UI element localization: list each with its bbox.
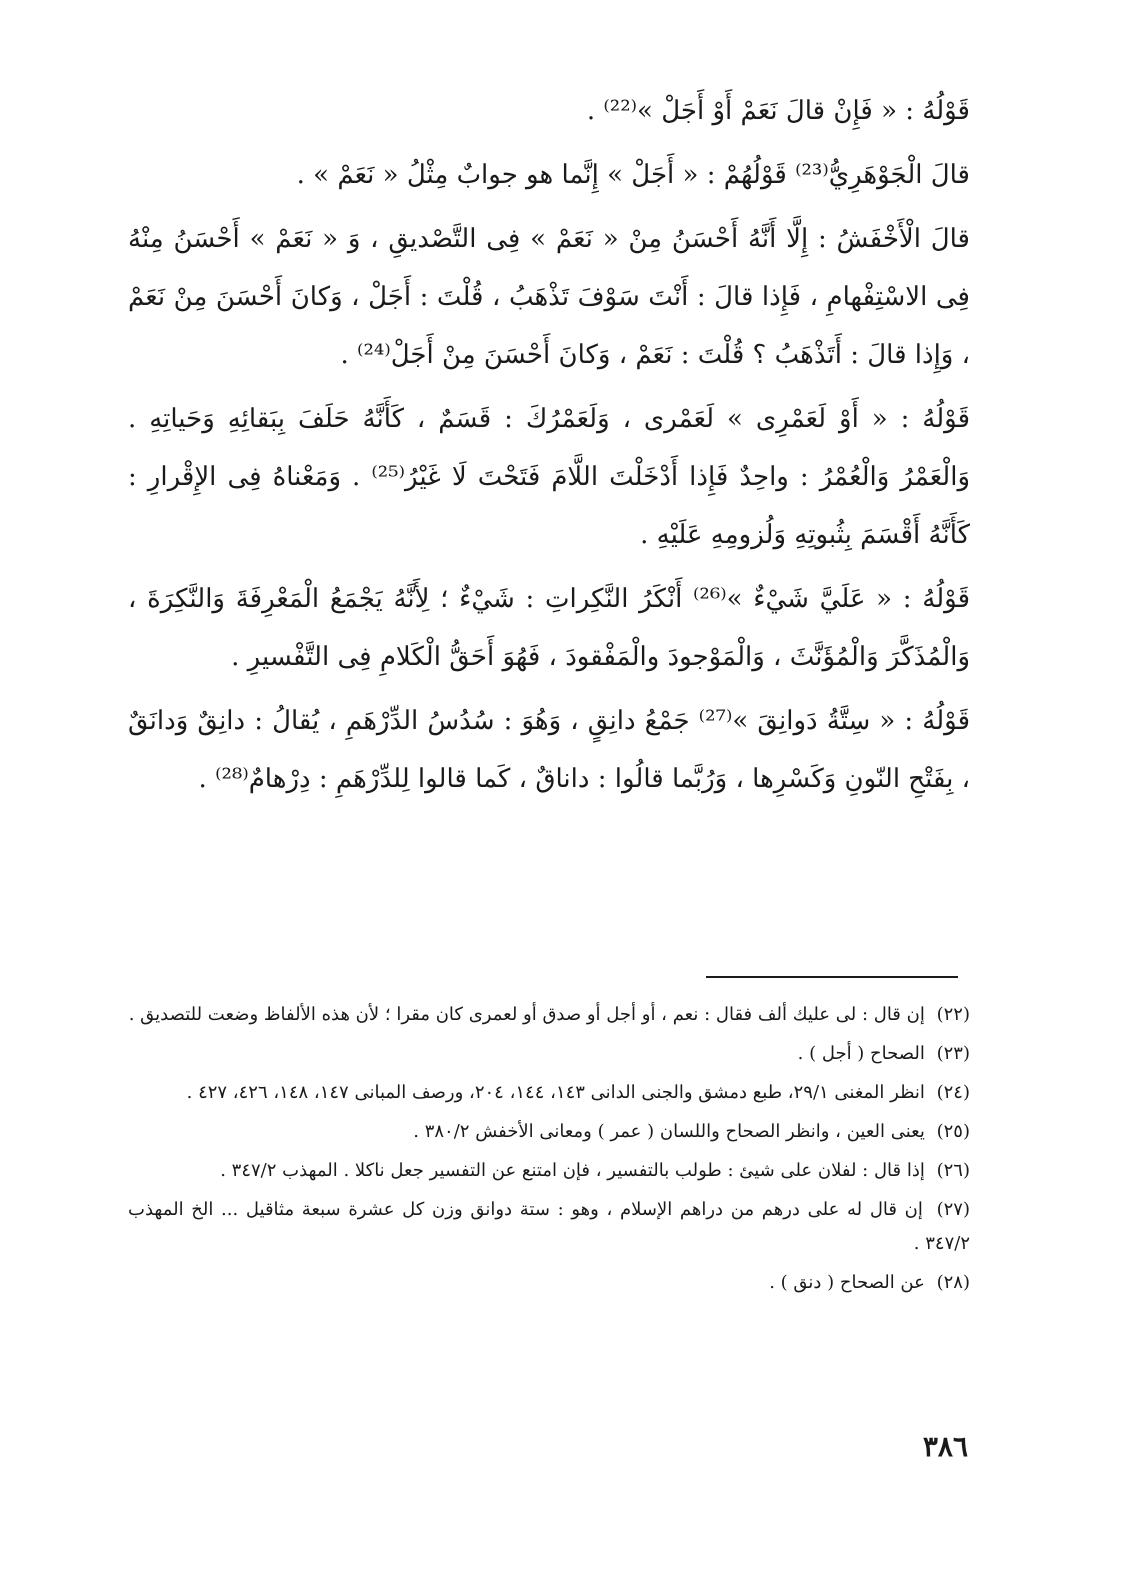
- page-number: ٣٨٦: [922, 1430, 968, 1463]
- main-paragraph: قَوْلُهُ : « فَإِنْ قالَ نَعَمْ أَوْ أَجَلْ »⁽²²⁾ .: [586, 96, 970, 126]
- footnote-number: (٢٥): [936, 1121, 970, 1142]
- main-paragraph: قَوْلُهُ : « عَلَيَّ شَيْءٌ »⁽²⁶⁾ أَنْكَرُ النَّكِراتِ : شَيْءٌ ؛ لِأَنَّهُ يَجْمَعُ الْمَعْرِفَةَ وَالنَّكِرَةَ ، وَالْمُذَكَّرَ وَالْمُؤَنَّثَ ، وَالْمَوْجودَ والْمَفْقودَ ، فَهُوَ أَحَقُّ الْكَلامِ فِى التَّفْسيرِ .: [128, 584, 970, 672]
- footnote-text: إن قال له على درهم من دراهم الإسلام ، وهو : ستة دوانق وزن كل عشرة سبعة مثاقيل ... الخ المهذب ٣٤٧/٢ .: [128, 1199, 970, 1254]
- footnote-item: [128, 1076, 970, 1110]
- footnote-text: إن قال : لى عليك ألف فقال : نعم ، أو أجل أو صدق أو لعمرى كان مقرا ؛ لأن هذه الألفاظ وضعت للتصديق .: [128, 1004, 925, 1025]
- main-text-body: [128, 82, 970, 814]
- footnote-number: (٢٤): [936, 1082, 970, 1103]
- footnote-number: (٢٧): [936, 1199, 970, 1220]
- footnote-item: [128, 1193, 970, 1261]
- footnote-item: [128, 1266, 970, 1300]
- footnote-number: (٢٢): [936, 1004, 970, 1025]
- footnote-text: إذا قال : لفلان على شيئ : طولب بالتفسير ، فإن امتنع عن التفسير جعل ناكلا . المهذب ٣٤٧/٢ .: [220, 1160, 925, 1181]
- footnote-number: (٢٦): [936, 1160, 970, 1181]
- footnote-separator-rule: [706, 976, 958, 978]
- main-paragraph: قالَ الْجَوْهَرِيُّ⁽²³⁾ قَوْلُهُمْ : « أَجَلْ » إِنَّما هو جوابٌ مِثْلُ « نَعَمْ » .: [296, 160, 970, 190]
- footnote-item: [128, 1115, 970, 1149]
- footnote-item: [128, 998, 970, 1032]
- main-paragraph: قَوْلُهُ : « أَوْ لَعَمْرِى » لَعَمْرى ، وَلَعَمْرُكَ : قَسَمٌ ، كَأَنَّهُ حَلَفَ بِبَقائِهِ وَحَياتِهِ . وَالْعَمْرُ وَالْعُمْرُ : واحِدٌ فَإِذا أَدْخَلْتَ اللَّامَ فَتَحْتَ لَا غَيْرُ⁽²⁵⁾ . وَمَعْناهُ فِى الإِقْرارِ : كَأَنَّهُ أَقْسَمَ بِثُبوتِهِ وَلُزومِهِ عَلَيْهِ .: [128, 404, 970, 550]
- footnotes-section: [128, 998, 970, 1305]
- main-paragraph: قالَ الْأَخْفَشُ : إِلَّا أَنَّهُ أَحْسَنُ مِنْ « نَعَمْ » فِى التَّصْديقِ ، وَ « نَعَمْ » أَحْسَنُ مِنْهُ فِى الاسْتِفْهامِ ، فَإِذا قالَ : أَنْتَ سَوْفَ تَذْهَبُ ، قُلْتَ : أَجَلْ ، وَكانَ أَحْسَنَ مِنْ نَعَمْ ، وَإِذا قالَ : أَتَذْهَبُ ؟ قُلْتَ : نَعَمْ ، وَكانَ أَحْسَنَ مِنْ أَجَلْ⁽²⁴⁾ .: [128, 224, 970, 370]
- footnote-number: (٢٨): [936, 1272, 970, 1293]
- footnote-text: يعنى العين ، وانظر الصحاح واللسان ( عمر ) ومعانى الأخفش ٣٨٠/٢ .: [413, 1121, 925, 1142]
- footnote-text: عن الصحاح ( دنق ) .: [769, 1272, 925, 1293]
- footnote-text: انظر المغنى ٢٩/١، طبع دمشق والجنى الدانى ١٤٣، ١٤٤، ٢٠٤، ورصف المبانى ١٤٧، ١٤٨، ٤٢٦، ٤٢٧ .: [186, 1082, 925, 1103]
- footnote-number: (٢٣): [936, 1043, 970, 1064]
- main-paragraph: قَوْلُهُ : « سِتَّةُ دَوانِقَ »⁽²⁷⁾ جَمْعُ دانِقٍ ، وَهُوَ : سُدُسُ الدِّرْهَمِ ، يُقالُ : دانِقٌ وَدانَقٌ ، بِفَتْحِ النّونِ وَكَسْرِها ، وَرُبَّما قالُوا : داناقٌ ، كَما قالوا لِلدِّرْهَمِ : دِرْهامٌ⁽²⁸⁾ .: [128, 706, 970, 794]
- footnote-text: الصحاح ( أجل ) .: [797, 1043, 925, 1064]
- footnote-item: [128, 1037, 970, 1071]
- footnote-item: [128, 1154, 970, 1188]
